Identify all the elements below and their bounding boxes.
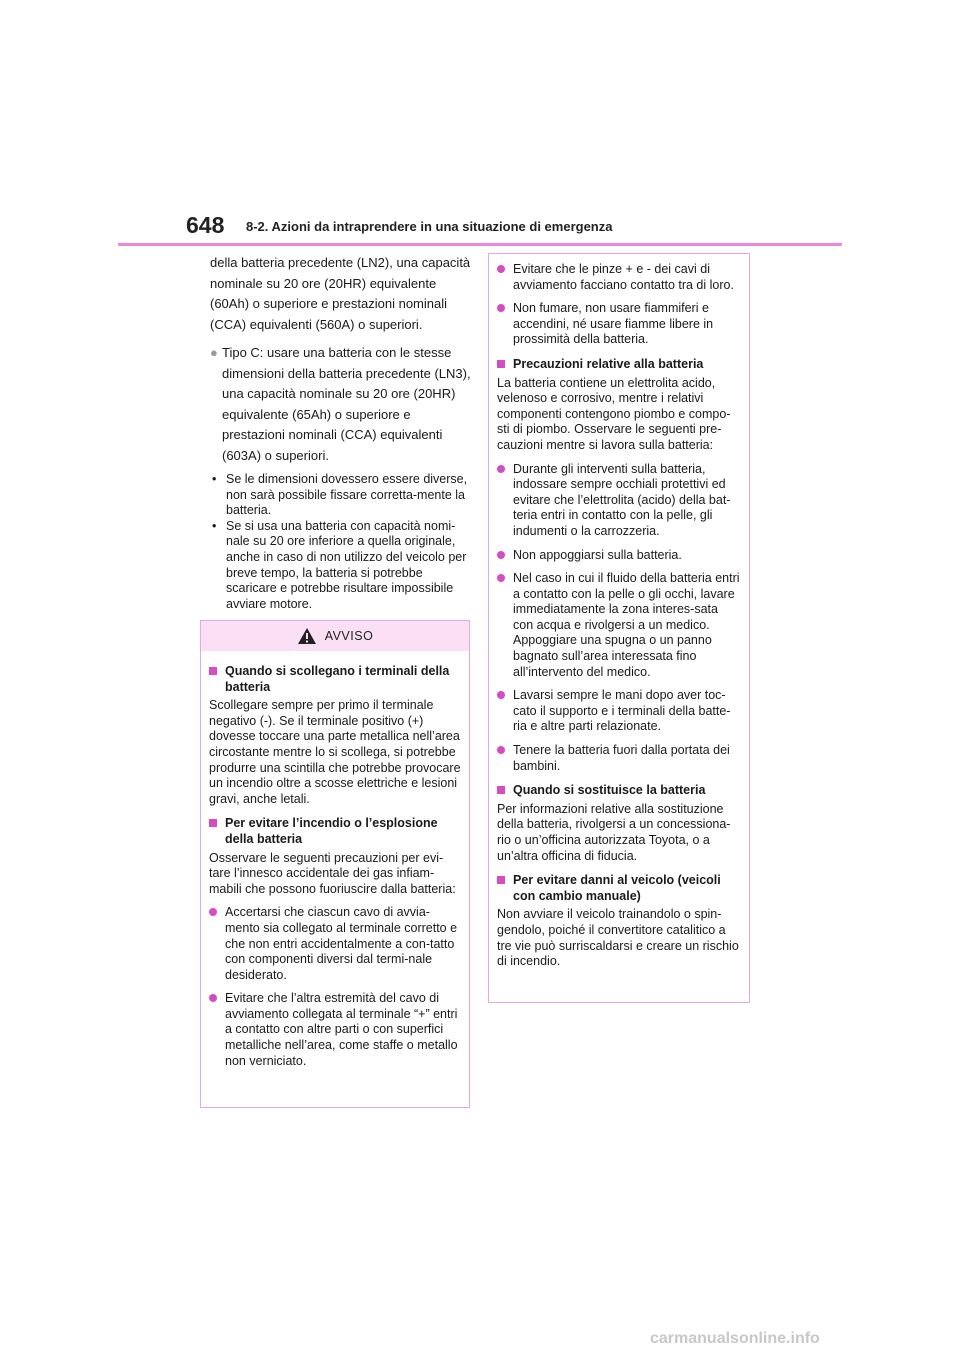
warning-box-left bbox=[200, 620, 470, 1108]
warning-triangle-icon bbox=[297, 627, 317, 645]
pink-bullet-icon bbox=[209, 994, 217, 1002]
note-text: Se si usa una batteria con capacità nomi-nale su 20 ore inferiore a quella originale, anche in caso di non utilizzo del veicolo per breve tempo, la batteria si potrebbe scaricare e potrebbe risultare impossibile avviare motore. bbox=[226, 518, 467, 611]
list-item bbox=[497, 262, 741, 293]
list-item bbox=[209, 991, 461, 1069]
note-item bbox=[210, 519, 472, 613]
list-item-text: Accertarsi che ciascun cavo di avvia-mento sia collegato al terminale corretto e che non entri accidentalmente a con-tatto con componenti diversi dal termi-nale desiderato. bbox=[225, 905, 458, 982]
section-title-text: Quando si scollegano i terminali della batteria bbox=[225, 664, 450, 694]
list-item bbox=[497, 571, 741, 680]
list-item bbox=[497, 301, 741, 348]
square-marker-icon bbox=[497, 876, 505, 884]
list-item bbox=[209, 905, 461, 983]
list-item-tipo-c bbox=[210, 343, 472, 466]
warning-title: AVVISO bbox=[324, 629, 374, 643]
list-item-text: Non fumare, non usare fiammiferi e accendini, né usare fiamme libere in prossimità della batteria. bbox=[513, 301, 714, 347]
pink-bullet-icon bbox=[497, 746, 505, 754]
warning-body bbox=[489, 254, 749, 970]
list-item-text: Durante gli interventi sulla batteria, indossare sempre occhiali protettivi ed evitare che l’elettrolita (acido) della bat-teria entri in contatto con la pelle, gli indumenti o la carrozzeria. bbox=[513, 461, 731, 538]
pink-bullet-icon bbox=[497, 304, 505, 312]
list-item-text: Evitare che l’altra estremità del cavo di avviamento collegata al terminale “+” entri a contatto con altre parti o con superfici metalliche nell’area, come staffe o metallo non verniciato. bbox=[225, 991, 458, 1068]
warning-header bbox=[201, 621, 469, 651]
section-text: La batteria contiene un elettrolita acido, velenoso e corrosivo, mentre i relativi componenti contengono piombo e compo-sti di piombo. Osservare le seguenti pre-cauzioni mentre si lavora sulla batteria: bbox=[497, 375, 731, 452]
square-marker-icon bbox=[497, 786, 505, 794]
section-title-text: Quando si sostituisce la batteria bbox=[513, 783, 706, 798]
pink-bullet-icon bbox=[209, 908, 217, 916]
square-marker-icon bbox=[497, 360, 505, 368]
pink-bullet-icon bbox=[497, 691, 505, 699]
pink-bullet-icon bbox=[497, 465, 505, 473]
section-title bbox=[209, 816, 461, 847]
pink-bullet-icon bbox=[497, 574, 505, 582]
notes-list bbox=[210, 472, 472, 612]
square-marker-icon bbox=[209, 667, 217, 675]
dot-marker-icon: • bbox=[212, 518, 217, 533]
warning-box-right bbox=[488, 253, 750, 1003]
note-item bbox=[210, 472, 472, 519]
section-title bbox=[497, 873, 741, 904]
section-title bbox=[497, 783, 741, 799]
list-item-text: Non appoggiarsi sulla batteria. bbox=[513, 547, 682, 562]
list-item bbox=[497, 548, 741, 564]
section-text: Osservare le seguenti precauzioni per evi-tare l’innesco accidentale dei gas infiam-mabili che possono fuoriuscire dalla batteria: bbox=[209, 850, 456, 896]
watermark: carmanualsonline.info bbox=[650, 1330, 820, 1347]
list-item bbox=[497, 462, 741, 540]
list-item-text: Lavarsi sempre le mani dopo aver toc-cato il supporto e i terminali della batte-ria e altre parti relazionate. bbox=[513, 688, 731, 734]
section-title-text: Per evitare l’incendio o l’esplosione della batteria bbox=[225, 816, 438, 846]
grey-bullet-icon: ● bbox=[210, 345, 218, 360]
chapter-title: 8-2. Azioni da intraprendere in una situazione di emergenza bbox=[246, 219, 613, 234]
section-title bbox=[497, 357, 741, 373]
list-item-text: Evitare che le pinze + e - dei cavi di avviamento facciano contatto tra di loro. bbox=[513, 262, 734, 292]
section-text: Non avviare il veicolo trainandolo o spin-gendolo, poiché il convertitore catalitico a tre vie può surriscaldarsi e creare un rischio di incendio. bbox=[497, 907, 739, 969]
intro-paragraph: della batteria precedente (LN2), una capacità nominale su 20 ore (20HR) equivalente (60Ah) o superiore e prestazioni nominali (CCA) equivalenti (560A) o superiori. bbox=[210, 255, 471, 332]
square-marker-icon bbox=[209, 819, 217, 827]
pink-bullet-icon bbox=[497, 551, 505, 559]
list-item-text: Tenere la batteria fuori dalla portata dei bambini. bbox=[513, 743, 730, 773]
pink-bullet-icon bbox=[497, 265, 505, 273]
section-title-text: Per evitare danni al veicolo (veicoli con cambio manuale) bbox=[513, 873, 721, 903]
section-title-text: Precauzioni relative alla batteria bbox=[513, 356, 704, 371]
list-item-text: Nel caso in cui il fluido della batteria entri a contatto con la pelle o gli occhi, lavare immediatamente la zona interes-sata con acqua e rivolgersi a un medico. Appoggiare una spugna o un panno bagnato sull’area interessata fino all’intervento del medico. bbox=[513, 571, 740, 679]
page-number: 648 bbox=[186, 212, 225, 238]
list-item bbox=[497, 688, 741, 735]
warning-body bbox=[201, 651, 469, 1069]
section-text: Per informazioni relative alla sostituzione della batteria, rivolgersi a un concessiona-rio o un’officina autorizzata Toyota, o a un’altra officina di fiducia. bbox=[497, 801, 731, 863]
section-text: Scollegare sempre per primo il terminale negativo (-). Se il terminale positivo (+) dovesse toccare una parte metallica nell’area circostante mentre lo si scollega, si potrebbe produrre una scintilla che potrebbe provocare un incendio oltre a scosse elettriche e lesioni gravi, anche letali. bbox=[209, 698, 461, 806]
dot-marker-icon: • bbox=[212, 472, 217, 486]
header-divider bbox=[118, 243, 842, 246]
tipo-c-text: Tipo C: usare una batteria con le stesse dimensioni della batteria precedente (LN3), una capacità nominale su 20 ore (20HR) equivalente (65Ah) o superiore e prestazioni nominali (CCA) equivalenti (603A) o superiori. bbox=[222, 345, 471, 463]
note-text: Se le dimensioni dovessero essere diverse, non sarà possibile fissare corretta-mente la batteria. bbox=[226, 472, 468, 518]
section-title bbox=[209, 664, 461, 695]
left-column bbox=[210, 253, 472, 612]
list-item bbox=[497, 743, 741, 774]
